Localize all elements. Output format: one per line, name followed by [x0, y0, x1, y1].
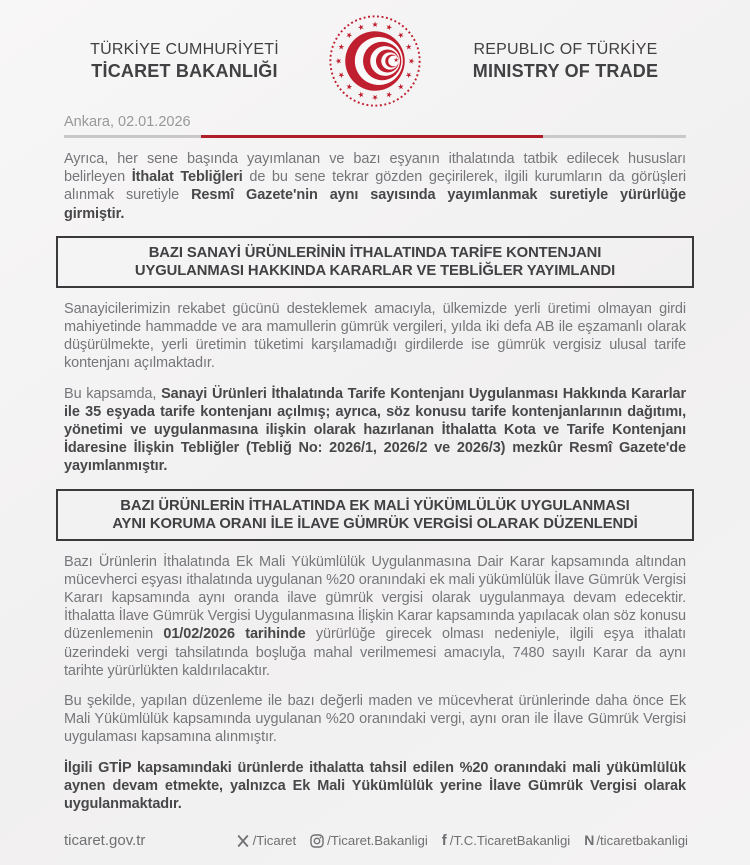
svg-text:★: ★: [356, 21, 366, 33]
ministry-emblem-icon: [327, 13, 423, 109]
svg-text:★: ★: [393, 56, 399, 64]
svg-text:★: ★: [333, 57, 343, 65]
facebook-icon: f: [441, 832, 447, 849]
svg-text:★: ★: [356, 89, 366, 101]
header-title-english: [447, 41, 684, 82]
instagram-icon: [310, 834, 324, 848]
headline-additional-customs-duty: [56, 489, 694, 541]
svg-text:★: ★: [371, 19, 379, 29]
header-turkish-line1: TÜRKİYE CUMHURİYETİ: [90, 40, 279, 58]
x-icon: [236, 834, 250, 848]
header-english-line1: REPUBLIC OF TÜRKİYE: [473, 40, 658, 58]
header-title-turkish: [66, 41, 303, 82]
social-handle: /Ticaret: [252, 833, 297, 848]
social-handle: /T.C.TicaretBakanligi: [449, 833, 571, 848]
social-link-nsosyal[interactable]: [584, 833, 688, 848]
paragraph-precious-metals: Bu şekilde, yapılan düzenleme ile bazı değerli maden ve mücevherat ürünlerinde daha önce Ek Mali Yükümlülük kapsamında uygulanan %20 oranındaki vergi, aynı oran ile İlave Gümrük Vergisi uygulaması kapsamına alınmıştır.: [64, 693, 686, 746]
nsosyal-icon: N: [584, 832, 594, 848]
header-turkish-line2: TİCARET BAKANLIĞI: [91, 60, 278, 81]
svg-text:★: ★: [371, 93, 379, 103]
svg-text:★: ★: [384, 89, 394, 101]
headline-additional-customs-duty-line1: BAZI ÜRÜNLERİN İTHALATINDA EK MALİ YÜKÜMLÜLÜK UYGULANMASI: [120, 497, 630, 514]
svg-text:★: ★: [335, 70, 347, 80]
social-link-x[interactable]: [236, 833, 296, 848]
website-link[interactable]: ticaret.gov.tr: [64, 832, 146, 849]
svg-text:★: ★: [343, 81, 355, 93]
dateline: Ankara, 02.01.2026: [64, 114, 191, 130]
headline-tariff-quota-line2: UYGULANMASI HAKKINDA KARARLAR VE TEBLİĞLER YAYIMLANDI: [134, 262, 616, 279]
svg-text:★: ★: [395, 29, 407, 41]
social-handle: /ticaretbakanligi: [596, 833, 688, 848]
ministry-of-trade-logo: [327, 13, 423, 109]
paragraph-import-communiques: Ayrıca, her sene başında yayımlanan ve bazı eşyanın ithalatında tatbik edilecek hususları belirleyen İthalat Tebliğleri de bu sene tekrar gözden geçirilerek, ilgili kurumların da görüşleri alınmak suretiyle Resmî Gazete'nin aynı sayısında yayımlanmak suretiyle yürürlüğe girmiştir.: [64, 151, 686, 222]
header: [0, 0, 750, 109]
social-link-instagram[interactable]: [310, 833, 428, 848]
svg-text:★: ★: [395, 81, 407, 93]
social-link-facebook[interactable]: [442, 833, 570, 848]
svg-text:★: ★: [403, 42, 415, 52]
paragraph-industry-support: Sanayicilerimizin rekabet gücünü desteklemek amacıyla, ülkemizde yerli üretimi olmayan girdi mahiyetinde hammadde ve ara mamullerin gümrük vergileri, yılda iki defa AB ile eşzamanlı olarak düşürülmekte, yerli üretimin tüketimi karşılamadığı girdilerde ise gümrük vergisiz ulusal tarife kontenjanı açılmaktadır.: [64, 300, 686, 372]
paragraph-quota-decisions: Bu kapsamda, Sanayi Ürünleri İthalatında Tarife Kontenjanı Uygulanması Hakkında Kararlar ile 35 eşyada tarife kontenjanı açılmış; ayrıca, söz konusu tarife kontenjanlarının dağıtımı, yönetimi ve uygulanmasına ilişkin olarak hazırlanan İthalatta Kota ve Tarife Kontenjanı İdaresine İlişkin Tebliğler (Tebliğ No: 2026/1, 2026/2 ve 2026/3) mezkûr Resmî Gazete'de yayımlanmıştır.: [64, 385, 687, 475]
header-english-line2: MINISTRY OF TRADE: [472, 60, 659, 81]
svg-text:★: ★: [335, 42, 347, 52]
headline-additional-customs-duty-line2: AYNI KORUMA ORANI İLE İLAVE GÜMRÜK VERGİSİ OLARAK DÜZENLENDİ: [112, 515, 638, 532]
svg-text:★: ★: [343, 29, 355, 41]
paragraph-gtip-conclusion: İlgili GTİP kapsamındaki ürünlerde ithalatta tahsil edilen %20 oranındaki mali yükümlülük aynen devam etmekte, yalnızca Ek Mali Yükümlülük yerine İlave Gümrük Vergisi olarak uygulanmaktadır.: [64, 759, 686, 813]
headline-tariff-quota-line1: BAZI SANAYİ ÜRÜNLERİNİN İTHALATINDA TARİFE KONTENJANI: [148, 244, 602, 261]
headline-tariff-quota: [56, 236, 694, 288]
dateline-rule: [64, 135, 686, 138]
svg-text:★: ★: [384, 21, 394, 33]
press-release-body: [0, 114, 750, 813]
social-links: [236, 833, 688, 848]
paragraph-fiscal-obligation: Bazı Ürünlerin İthalatında Ek Mali Yükümlülük Uygulanmasına Dair Karar kapsamında altından mücevherci eşyası ithalatında uygulanan %20 oranındaki ek mali yükümlülük İlave Gümrük Vergisi Kararı kapsamında aynı oranda ilave gümrük vergisi olarak uygulanmaya devam edecektir. İthalatta İlave Gümrük Vergisi Uygulanmasına İlişkin Karar kapsamında yapılacak olan söz konusu düzenlemenin 01/02/2026 tarihinde yürürlüğe girecek olması nedeniyle, ilgili eşya ithalatı üzerindeki vergi tahsilatında boşluğa mahal verilmemesi amacıyla, 7480 sayılı Karar da aynı tarihte yürürlükten kaldırılacaktır.: [64, 553, 687, 679]
social-handle: /Ticaret.Bakanligi: [327, 833, 428, 848]
footer: [64, 832, 688, 849]
svg-text:★: ★: [407, 57, 417, 65]
svg-text:★: ★: [403, 70, 415, 80]
